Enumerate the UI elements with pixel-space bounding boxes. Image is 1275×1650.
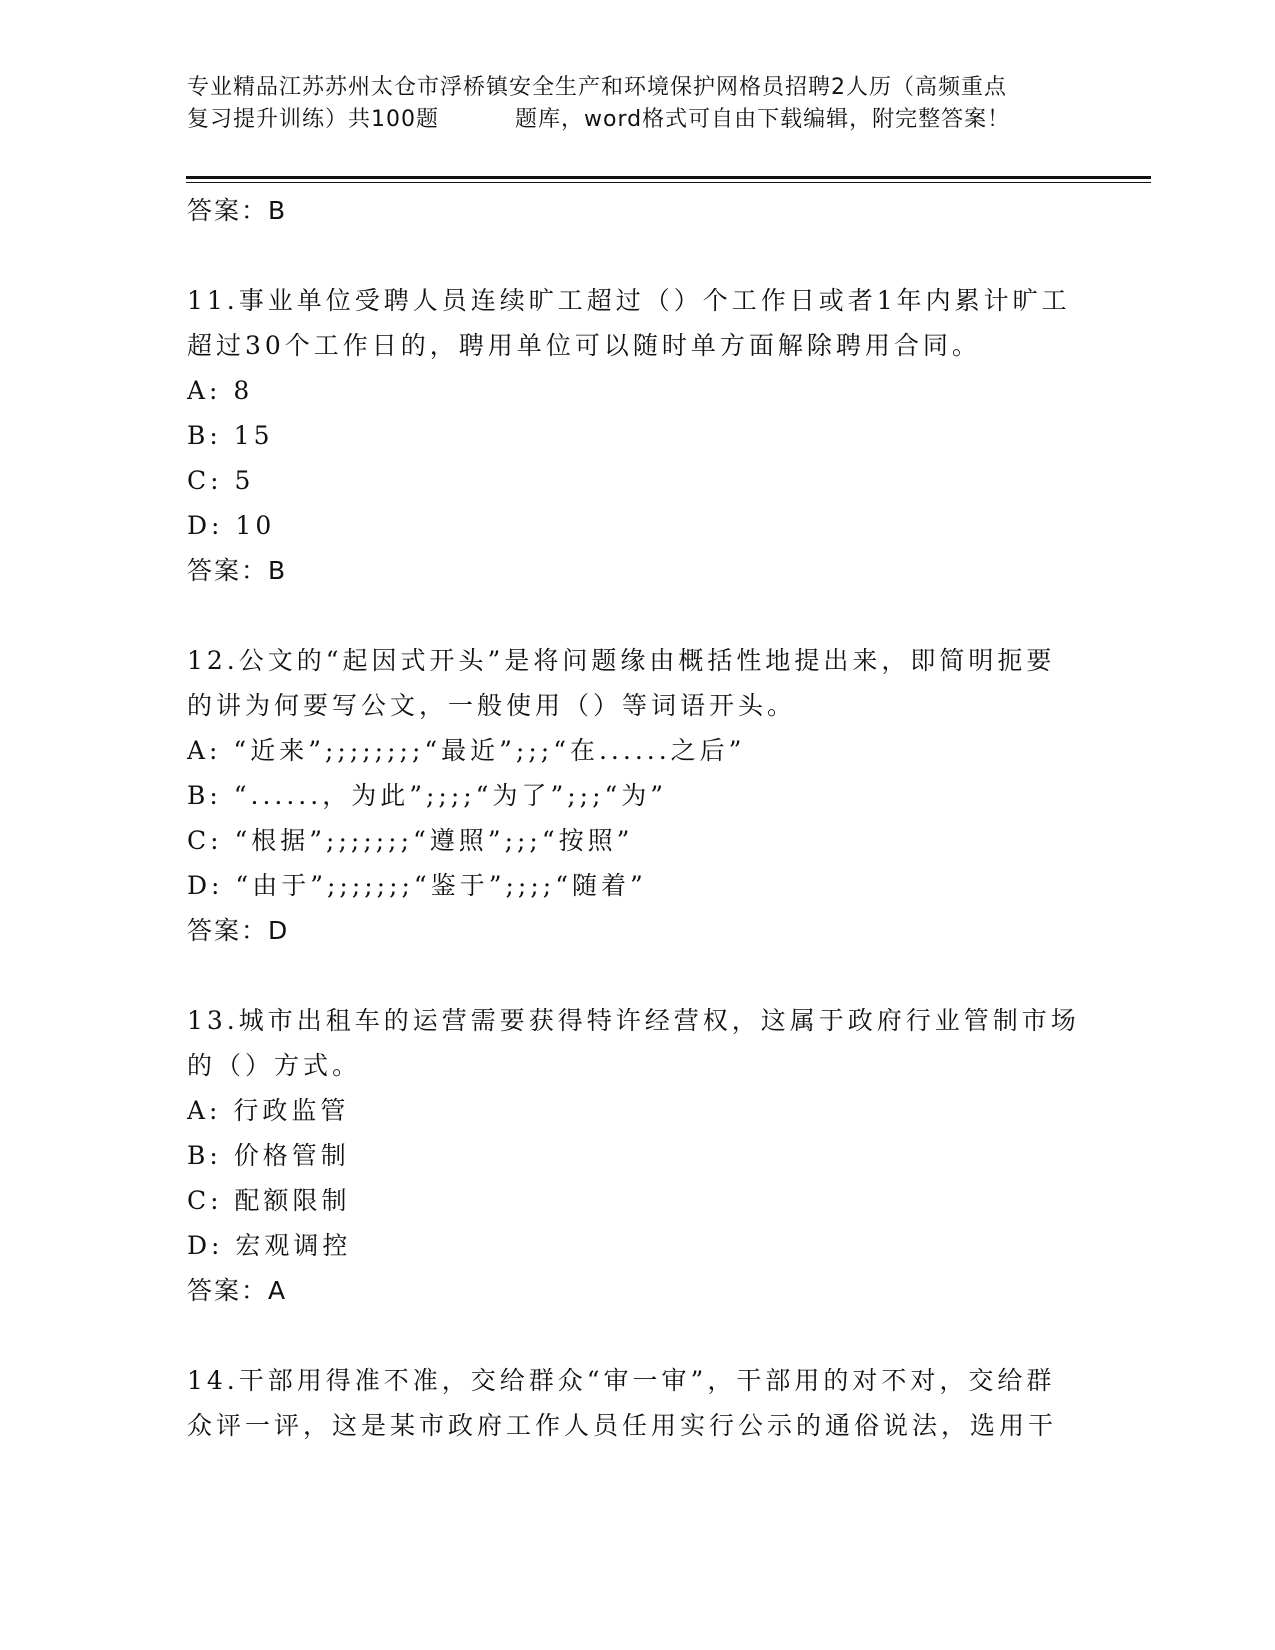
option-d: D: 宏观调控 (187, 1231, 352, 1260)
option-b: B: “......，为此”;;;;“为了”;;;“为” (187, 781, 668, 810)
header-title-part-b: 题库，word格式可自由下载编辑，附完整答案！ (515, 107, 1011, 132)
option-a: A: “近来”;;;;;;;;“最近”;;;“在......之后” (187, 736, 746, 765)
header-divider-thin (186, 182, 1151, 183)
question-12 (187, 638, 1087, 953)
answer-line: 答案：A (187, 1276, 288, 1305)
page-header (187, 72, 1087, 136)
previous-answer: 答案：B (187, 196, 288, 225)
option-b: B: 15 (187, 421, 274, 450)
stem-line: 超过30个工作日的，聘用单位可以随时单方面解除聘用合同。 (187, 331, 981, 360)
question-stem (187, 638, 1087, 728)
question-11 (187, 278, 1087, 593)
question-stem (187, 1358, 1087, 1448)
question-stem (187, 278, 1087, 368)
stem-line: 的讲为何要写公文，一般使用（）等词语开头。 (187, 691, 797, 720)
stem-line: 13.城市出租车的运营需要获得特许经营权，这属于政府行业管制市场 (187, 1006, 1080, 1035)
option-c: C: 配额限制 (187, 1186, 351, 1215)
answer-line: 答案：B (187, 556, 288, 585)
header-title-line-1: 专业精品江苏苏州太仓市浮桥镇安全生产和环境保护网格员招聘2人历（高频重点 (187, 75, 1007, 100)
document-body (187, 188, 1087, 1448)
option-d: D: 10 (187, 511, 276, 540)
question-14 (187, 1358, 1087, 1448)
option-d: D: “由于”;;;;;;;“鉴于”;;;;“随着” (187, 871, 647, 900)
option-c: C: “根据”;;;;;;;“遵照”;;;“按照” (187, 826, 634, 855)
option-a: A: 8 (187, 376, 254, 405)
stem-line: 12.公文的“起因式开头”是将问题缘由概括性地提出来，即简明扼要 (187, 646, 1056, 675)
option-a: A: 行政监管 (187, 1096, 350, 1125)
header-title-part-a: 复习提升训练）共100题 (187, 107, 439, 132)
header-title-line-2 (187, 104, 1087, 136)
option-b: B: 价格管制 (187, 1141, 350, 1170)
question-13 (187, 998, 1087, 1313)
stem-line: 的（）方式。 (187, 1051, 362, 1080)
question-stem (187, 998, 1087, 1088)
stem-line: 众评一评，这是某市政府工作人员任用实行公示的通俗说法，选用干 (187, 1411, 1058, 1440)
stem-line: 11.事业单位受聘人员连续旷工超过（）个工作日或者1年内累计旷工 (187, 286, 1071, 315)
option-c: C: 5 (187, 466, 255, 495)
answer-line: 答案：D (187, 916, 290, 945)
stem-line: 14.干部用得准不准，交给群众“审一审”，干部用的对不对，交给群 (187, 1366, 1056, 1395)
header-divider-thick (186, 176, 1151, 179)
